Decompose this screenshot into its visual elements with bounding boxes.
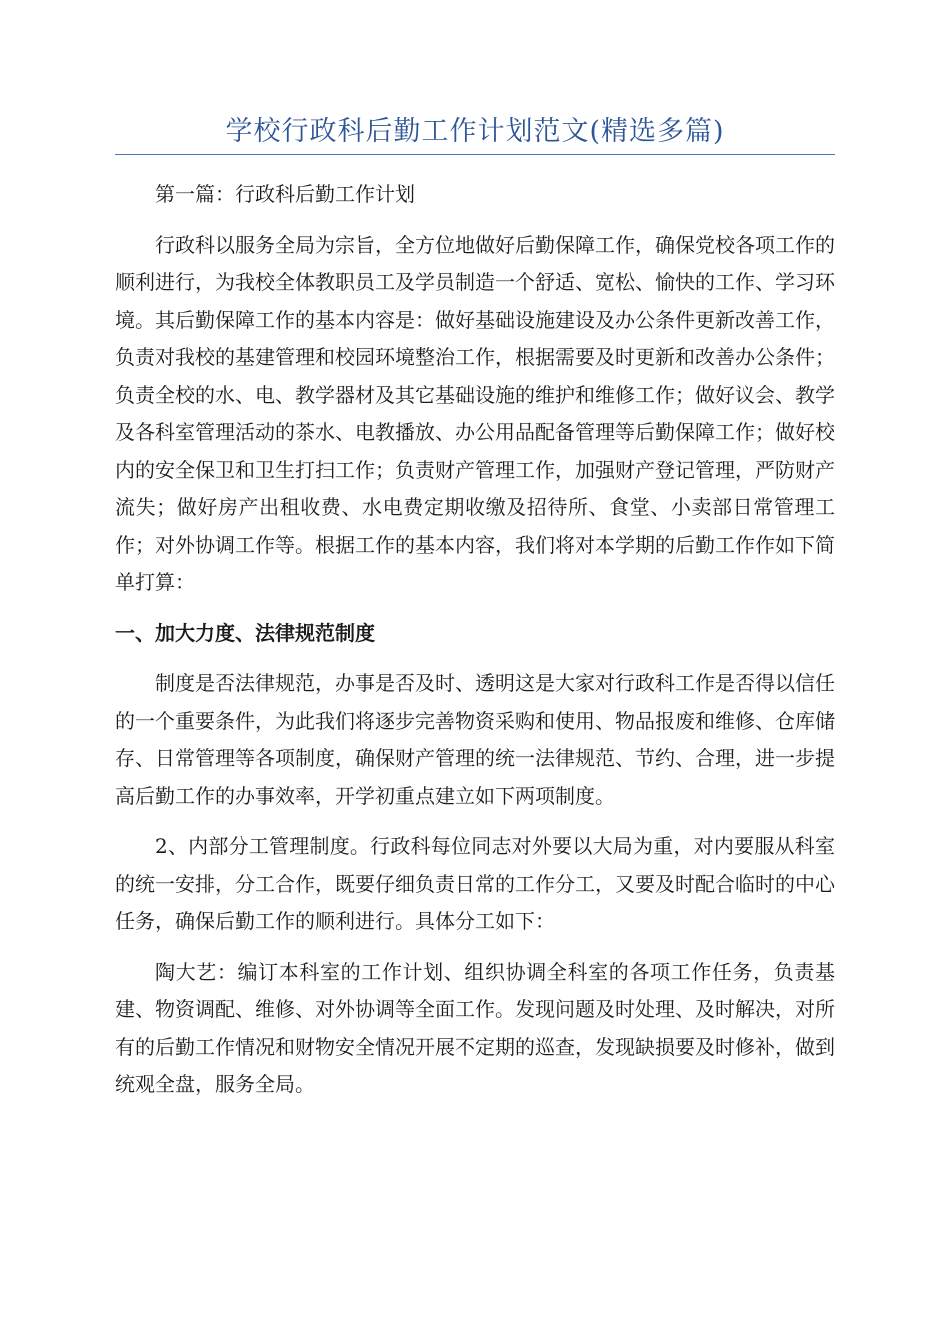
title-underline	[115, 154, 835, 155]
paragraph-1: 制度是否法律规范，办事是否及时、透明这是大家对行政科工作是否得以信任的一个重要条件，为此我们将逐步完善物资采购和使用、物品报废和维修、仓库储存、日常管理等各项制度，确保财产管理的统一法律规范、节约、合理，进一步提高后勤工作的办事效率，开学初重点建立如下两项制度。	[115, 671, 835, 808]
intro-paragraph: 行政科以服务全局为宗旨，全方位地做好后勤保障工作，确保党校各项工作的顺利进行，为我校全体教职员工及学员制造一个舒适、宽松、愉快的工作、学习环境。其后勤保障工作的基本内容是：做好基础设施建设及办公条件更新改善工作，负责对我校的基建管理和校园环境整治工作，根据需要及时更新和改善办公条件；负责全校的水、电、教学器材及其它基础设施的维护和维修工作；做好议会、教学及各科室管理活动的茶水、电教播放、办公用品配备管理等后勤保障工作；做好校内的安全保卫和卫生打扫工作；负责财产管理工作，加强财产登记管理，严防财产流失；做好房产出租收费、水电费定期收缴及招待所、食堂、小卖部日常管理工作；对外协调工作等。根据工作的基本内容，我们将对本学期的后勤工作作如下简单打算：	[115, 232, 835, 594]
document-title: 学校行政科后勤工作计划范文(精选多篇)	[225, 116, 725, 147]
document-body	[115, 176, 835, 1117]
heading-1: 一、加大力度、法律规范制度	[115, 620, 375, 645]
paragraph-3: 陶大艺：编订本科室的工作计划、组织协调全科室的各项工作任务，负责基建、物资调配、维修、对外协调等全面工作。发现问题及时处理、及时解决，对所有的后勤工作情况和财物安全情况开展不定期的巡查，发现缺损要及时修补，做到统观全盘，服务全局。	[115, 959, 835, 1096]
paragraph-2: 2、内部分工管理制度。行政科每位同志对外要以大局为重，对内要服从科室的统一安排，分工合作，既要仔细负责日常的工作分工，又要及时配合临时的中心任务，确保后勤工作的顺利进行。具体分工如下：	[115, 834, 835, 933]
section-title: 第一篇：行政科后勤工作计划	[155, 182, 415, 206]
